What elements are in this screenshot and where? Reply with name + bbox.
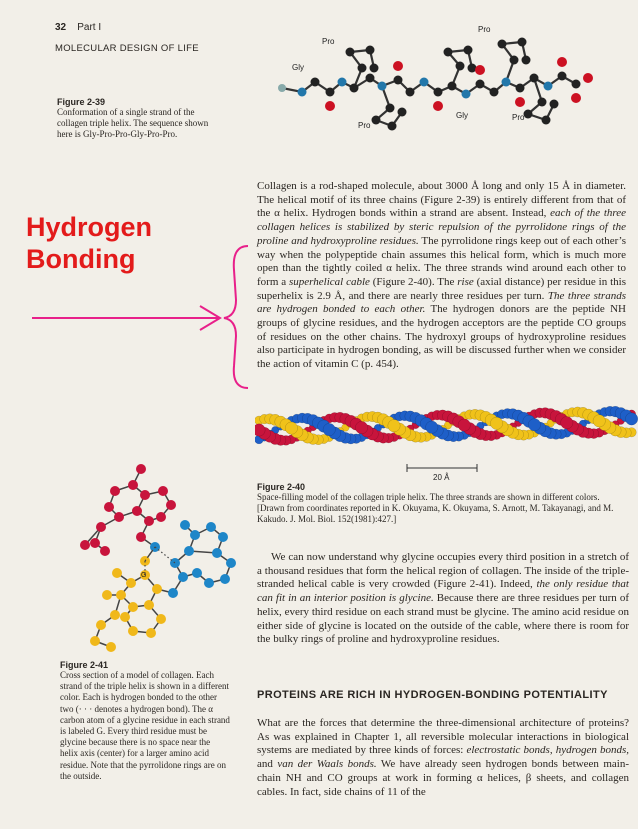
text-span: (axial distance) per residue in this superhelix is 2.9 Å, and there are nearly three residues per turn. bbox=[257, 275, 626, 302]
running-title: MOLECULAR DESIGN OF LIFE bbox=[55, 43, 199, 54]
part-label: Part I bbox=[77, 22, 102, 33]
residue-labels bbox=[292, 25, 525, 130]
helix-atom bbox=[388, 420, 400, 432]
figure-2-41-cross-section bbox=[45, 455, 240, 655]
annotation-line-1: Hydrogen bbox=[26, 212, 153, 242]
figure-2-40-label: Figure 2-40 bbox=[257, 482, 306, 492]
helix-atom bbox=[426, 421, 438, 433]
text-span: We can now understand why glycine occupies every third position in a stretch of a thousand residues that form the helical region of collagen. The inside of the triple-stranded helical cable is very crowded (Figure 2-41). Indeed, bbox=[257, 551, 629, 591]
figure-2-40-triple-helix bbox=[255, 396, 638, 480]
helix-atom bbox=[285, 422, 297, 434]
text-span: rise bbox=[457, 275, 474, 288]
figure-2-41-label: Figure 2-41 bbox=[60, 660, 109, 670]
brace-icon bbox=[224, 246, 248, 388]
text-span: van der Waals bonds. bbox=[277, 758, 377, 771]
text-span: (Figure 2-40). The bbox=[369, 275, 458, 288]
glycine-label: G bbox=[141, 572, 147, 579]
figure-2-40-caption: Space-filling model of the collagen triple helix. The three strands are shown in different colors. [Drawn from coordinates reported in K. Okuyama, K. Okuyama, S. Arnott, M. Takayanagi, and M. Kakudo. J. Mol. Biol. 152(1981):427.] bbox=[257, 492, 614, 525]
text-span: What are the forces that determine the three-dimensional architecture of proteins? As was explained in Chapter 1, all reversible molecular interactions in biological systems are mediated by three kinds of forces: bbox=[257, 717, 629, 757]
text-span: superhelical cable bbox=[289, 275, 370, 288]
scale-bar bbox=[407, 464, 477, 480]
residue-label: Gly bbox=[456, 111, 468, 120]
helix-atom bbox=[593, 415, 605, 427]
text-span: The three strands are hydrogen bonded to each other. bbox=[257, 289, 626, 316]
red-strand-atoms bbox=[80, 464, 176, 556]
residue-label: Pro bbox=[478, 25, 491, 34]
page-header bbox=[55, 22, 101, 33]
figure-2-39-caption: Conformation of a single strand of the collagen triple helix. The sequence shown here is Gly-Pro-Pro-Gly-Pro-Pro. bbox=[57, 107, 209, 140]
figure-2-39-molecule bbox=[270, 20, 638, 140]
page-number: 32 bbox=[55, 22, 67, 33]
figure-2-40-caption-block bbox=[257, 482, 629, 526]
figure-2-39-caption-block bbox=[57, 97, 215, 141]
text-span: We have already seen hydrogen bonds between main-chain NH and CO groups at work in forming α helices, β sheets, and collagen cables. In fact, side chains of 11 of the bbox=[257, 758, 629, 798]
text-span: electrostatic bonds, hydrogen bonds, bbox=[466, 744, 629, 757]
helix-atom bbox=[355, 421, 367, 433]
text-span: the only residue that can fit in an interior position is glycine. bbox=[257, 578, 629, 605]
text-span: and bbox=[257, 758, 278, 771]
blue-strand-atoms bbox=[150, 520, 236, 598]
scale-label: 20 Å bbox=[433, 473, 450, 480]
helix-atom bbox=[528, 419, 540, 431]
figure-2-41-caption: Cross section of a model of collagen. Each strand of the triple helix is shown in a different color. Each is hydrogen bonded to the other two (· · · denotes a hydrogen bond). The α carbon atom of a glycine residue in each strand is labeled G. Every third residue must be glycine because there is no space near the helix axis (center) for a larger amino acid residue. Note that the pyrrolidone rings are on the outside. bbox=[60, 670, 230, 781]
helix-atom bbox=[323, 423, 335, 435]
residue-label: Gly bbox=[292, 63, 304, 72]
paragraph-forces bbox=[257, 717, 629, 799]
paragraph-collagen-structure bbox=[257, 180, 626, 372]
arrow-icon bbox=[32, 306, 220, 330]
helix-atoms bbox=[255, 406, 638, 445]
text-span: The pyrrolidone rings keep out of each other’s way when the polypeptide chain assumes this helical form, which is much more open than the tightly coiled α helix. The three strands wind around each other to form a bbox=[257, 234, 627, 288]
residue-label: Pro bbox=[322, 37, 335, 46]
annotation-line-2: Bonding bbox=[26, 244, 136, 274]
section-heading: PROTEINS ARE RICH IN HYDROGEN-BONDING POTENTIALITY bbox=[257, 689, 608, 701]
helix-atom bbox=[255, 424, 265, 436]
helix-atom bbox=[561, 417, 573, 429]
text-span: each of the three collagen helices is stabilized by steric repulsion of the pyrrolidone rings of the proline and hydroxyproline residues. bbox=[257, 207, 627, 247]
annotation-arrow-and-brace bbox=[28, 240, 268, 390]
residue-label: Pro bbox=[512, 113, 525, 122]
text-span: Collagen is a rod-shaped molecule, about 3000 Å long and only 15 Å in diameter. The helical motif of its three chains (Figure 2-39) is entirely different from that of the α helix. Hydrogen bonds within a strand are absent. Instead, bbox=[257, 180, 626, 220]
helix-atom bbox=[625, 413, 637, 425]
helix-atom bbox=[458, 419, 470, 431]
helix-atom bbox=[490, 417, 502, 429]
yellow-strand-atoms bbox=[90, 556, 166, 652]
residue-label: Pro bbox=[358, 121, 371, 130]
text-span: Because there are three residues per turn of helix, every third residue on each strand must be glycine. The amino acid residue on either side of glycine is located on the outside of the cable, where there is room for the bulky rings of proline and hydroxyproline residues. bbox=[257, 592, 629, 646]
text-span: The hydrogen donors are the peptide NH groups of glycine residues, and the hydrogen acceptors are the peptide CO groups of residues on the other chains. The hydroxyl groups of hydroxyproline residues also participate in hydrogen bonding, as will be discussed further when we consider the action of vitamin C (p. 454). bbox=[257, 303, 626, 371]
figure-2-41-caption-block bbox=[60, 660, 230, 782]
figure-2-39-label: Figure 2-39 bbox=[57, 97, 106, 107]
paragraph-glycine-position bbox=[257, 551, 629, 647]
